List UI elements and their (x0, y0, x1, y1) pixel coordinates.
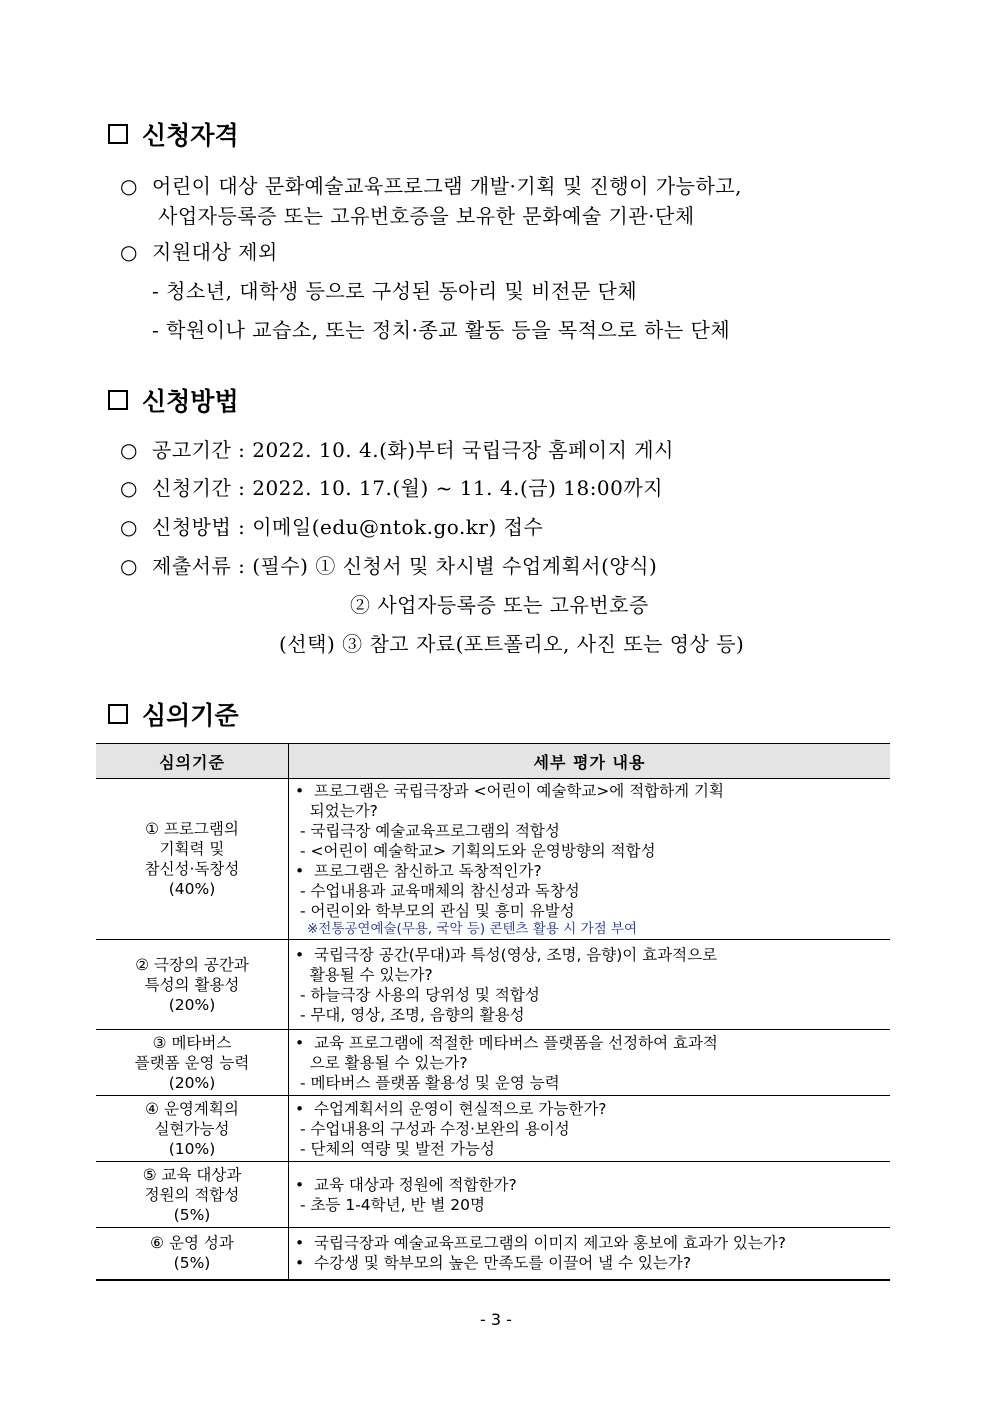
criterion-line: ⑤ 교육 대상과 (142, 1165, 242, 1184)
section-heading-text: 심의기준 (142, 701, 239, 730)
circle-bullet-icon: ○ (120, 554, 138, 578)
detail-line: • 프로그램은 참신하고 독창적인가? (295, 862, 542, 880)
criteria-table (96, 743, 890, 1281)
exclusion-sub-2: - 학원이나 교습소, 또는 정치·종교 활동 등을 목적으로 하는 단체 (152, 318, 731, 342)
detail-line: - 국립극장 예술교육프로그램의 적합성 (295, 822, 560, 840)
criterion-line: (20%) (168, 995, 216, 1014)
method-documents-line-3: (선택) ③ 참고 자료(포트폴리오, 사진 또는 영상 등) (279, 632, 745, 656)
page-number: - 3 - (480, 1310, 512, 1329)
table-row (96, 1096, 890, 1162)
criterion-line: (5%) (173, 1254, 211, 1273)
eligibility-item-1 (120, 170, 742, 199)
circle-bullet-icon: ○ (120, 438, 138, 462)
table-row (96, 1162, 890, 1228)
detail-line: • 수강생 및 학부모의 높은 만족도를 이끌어 낼 수 있는가? (295, 1254, 692, 1273)
method-documents-text: 제출서류 : (필수) ① 신청서 및 차시별 수업계획서(양식) (152, 554, 658, 578)
method-announcement-text: 공고기간 : 2022. 10. 4.(화)부터 국립극장 홈페이지 게시 (152, 438, 674, 462)
table-header-row (96, 744, 890, 779)
detail-line: • 교육 프로그램에 적절한 메타버스 플랫폼을 선정하여 효과적 (295, 1033, 718, 1052)
method-documents (120, 550, 657, 579)
criterion-line: 참신성·독창성 (144, 860, 240, 878)
criterion-cell (96, 1162, 289, 1228)
method-announcement (120, 434, 674, 463)
circle-bullet-icon: ○ (120, 240, 138, 264)
detail-line: 으로 활용될 수 있는가? (295, 1053, 468, 1072)
criterion-line: 정원의 적합성 (144, 1185, 240, 1204)
detail-line: - 수업내용과 교육매체의 참신성과 독창성 (295, 882, 580, 900)
eligibility-item-2-text: 지원대상 제외 (152, 240, 278, 264)
details-cell (289, 1096, 891, 1162)
detail-line: - 무대, 영상, 조명, 음향의 활용성 (295, 1005, 525, 1024)
detail-line: • 교육 대상과 정원에 적합한가? (295, 1175, 517, 1194)
details-cell (289, 1162, 891, 1228)
criterion-line: (10%) (168, 1139, 216, 1158)
section-heading-criteria (108, 696, 239, 732)
checkbox-square-icon (108, 390, 128, 410)
method-submission (120, 511, 543, 540)
bonus-note: ※전통공연예술(무용, 국악 등) 콘텐츠 활용 시 가점 부여 (307, 921, 638, 937)
method-submission-text: 신청방법 : 이메일(edu@ntok.go.kr) 접수 (152, 515, 544, 539)
detail-line: • 프로그램은 국립극장과 <어린이 예술학교>에 적합하게 기획 (295, 782, 724, 800)
criteria-table-body (96, 779, 890, 1280)
criterion-line: ③ 메타버스 (152, 1033, 232, 1052)
table-row (96, 940, 890, 1030)
detail-line: - <어린이 예술학교> 기획의도와 운영방향의 적합성 (295, 842, 656, 860)
detail-line: • 국립극장 공간(무대)과 특성(영상, 조명, 음향)이 효과적으로 (295, 945, 718, 964)
criterion-line: (40%) (168, 880, 216, 898)
criterion-line: ① 프로그램의 (145, 820, 239, 838)
detail-line: - 하늘극장 사용의 당위성 및 적합성 (295, 985, 540, 1004)
detail-line: - 단체의 역량 및 발전 가능성 (295, 1139, 495, 1158)
details-cell (289, 1030, 891, 1096)
table-row (96, 779, 890, 940)
table-row (96, 1030, 890, 1096)
section-heading-text: 신청자격 (142, 121, 239, 150)
detail-line: • 수업계획서의 운영이 현실적으로 가능한가? (295, 1099, 607, 1118)
details-cell (289, 940, 891, 1030)
criterion-cell (96, 1096, 289, 1162)
section-heading-text: 신청방법 (142, 387, 239, 416)
detail-line: - 초등 1-4학년, 반 별 20명 (295, 1195, 485, 1214)
section-heading-eligibility (108, 116, 239, 152)
criterion-cell (96, 940, 289, 1030)
criterion-line: (5%) (173, 1205, 211, 1224)
column-header-criterion: 심의기준 (96, 744, 289, 779)
circle-bullet-icon: ○ (120, 515, 138, 539)
criterion-line: 플랫폼 운영 능력 (134, 1053, 250, 1072)
checkbox-square-icon (108, 704, 128, 724)
detail-line: - 메타버스 플랫폼 활용성 및 운영 능력 (295, 1073, 560, 1092)
eligibility-item-1-line-1: 어린이 대상 문화예술교육프로그램 개발·기획 및 진행이 가능하고, (152, 174, 742, 198)
criterion-line: 기획력 및 (159, 840, 225, 858)
eligibility-item-1-line-2: 사업자등록증 또는 고유번호증을 보유한 문화예술 기관·단체 (158, 204, 695, 228)
criterion-line: ② 극장의 공간과 (135, 955, 249, 974)
circle-bullet-icon: ○ (120, 476, 138, 500)
detail-line: • 국립극장과 예술교육프로그램의 이미지 제고와 홍보에 효과가 있는가? (295, 1234, 787, 1253)
detail-line: - 어린이와 학부모의 관심 및 흥미 유발성 (295, 902, 575, 920)
details-cell (289, 1228, 891, 1280)
criterion-line: ④ 운영계획의 (145, 1099, 239, 1118)
detail-line: - 수업내용의 구성과 수정·보완의 용이성 (295, 1119, 570, 1138)
table-row (96, 1228, 890, 1280)
criterion-cell (96, 1030, 289, 1096)
criterion-line: 특성의 활용성 (144, 975, 240, 994)
eligibility-item-2 (120, 236, 278, 265)
detail-line: 되었는가? (295, 802, 378, 820)
method-period (120, 472, 663, 501)
exclusion-sub-1: - 청소년, 대학생 등으로 구성된 동아리 및 비전문 단체 (152, 279, 638, 303)
criterion-line: 실현가능성 (154, 1119, 230, 1138)
column-header-details: 세부 평가 내용 (289, 744, 891, 779)
details-cell (289, 779, 891, 940)
section-heading-method (108, 382, 239, 418)
detail-line: 활용될 수 있는가? (295, 965, 433, 984)
checkbox-square-icon (108, 124, 128, 144)
circle-bullet-icon: ○ (120, 174, 138, 198)
method-period-text: 신청기간 : 2022. 10. 17.(월) ~ 11. 4.(금) 18:00까지 (152, 476, 664, 500)
criterion-line: ⑥ 운영 성과 (150, 1234, 234, 1253)
criterion-line: (20%) (168, 1073, 216, 1092)
criterion-cell (96, 779, 289, 940)
criterion-cell (96, 1228, 289, 1280)
method-documents-line-2: ② 사업자등록증 또는 고유번호증 (350, 593, 649, 617)
